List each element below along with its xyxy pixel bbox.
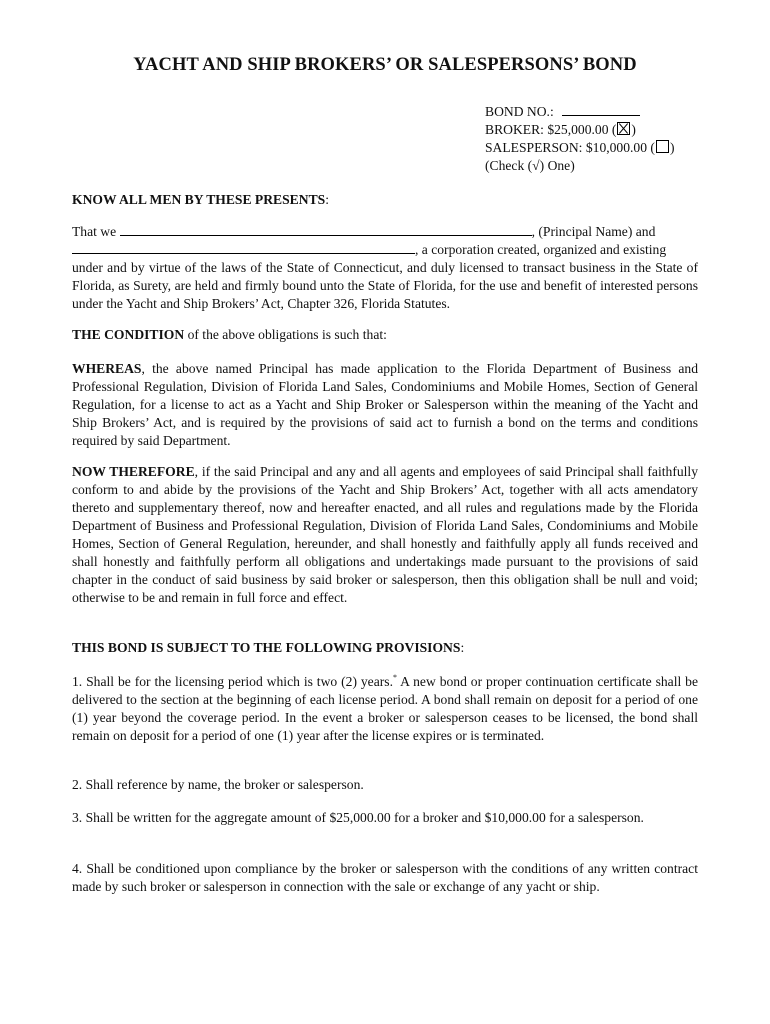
provision-2-text: 2. Shall reference by name, the broker or salesperson.	[72, 777, 364, 792]
broker-row	[485, 121, 674, 139]
principal-name-blank[interactable]	[120, 223, 532, 236]
provision-1-text-b: A new bond or proper continuation certificate shall be delivered to the section at the beginning of each license period. A bond shall remain on deposit for a period of one (1) year beyond the coverage period. In the event a broker or salesperson ceases to be licensed, the bond shall remain on deposit for a period of one (1) year after the license expires or is terminated.	[72, 674, 698, 743]
salesperson-close-paren: )	[669, 140, 675, 155]
provision-4-text: 4. Shall be conditioned upon compliance by the broker or salesperson with the conditions of any written contract made by such broker or salesperson in connection with the sale or exchange of any yacht or ship.	[72, 861, 698, 894]
condition-paragraph	[72, 326, 698, 344]
provisions-heading-text: THIS BOND IS SUBJECT TO THE FOLLOWING PROVISIONS	[72, 640, 461, 655]
bond-number-row	[485, 103, 674, 121]
provision-3-text: 3. Shall be written for the aggregate amount of $25,000.00 for a broker and $10,000.00 for a salesperson.	[72, 810, 644, 825]
surety-line	[72, 241, 698, 259]
provision-3	[72, 809, 698, 827]
know-all-men-heading	[72, 191, 698, 209]
principal-paragraph	[72, 223, 698, 313]
provisions-heading	[72, 639, 698, 657]
provision-4	[72, 860, 698, 896]
principal-line	[72, 223, 698, 241]
know-all-men-colon: :	[325, 192, 329, 207]
corporation-label: , a corporation created, organized and existing	[415, 242, 667, 257]
provision-1-text-a: 1. Shall be for the licensing period which is two (2) years.	[72, 674, 393, 689]
bond-number-blank[interactable]	[562, 103, 640, 116]
condition-heading: THE CONDITION	[72, 327, 185, 342]
whereas-paragraph	[72, 360, 698, 450]
know-all-men-text: KNOW ALL MEN BY THESE PRESENTS	[72, 192, 326, 207]
salesperson-checkbox[interactable]	[656, 140, 669, 153]
provisions-heading-colon: :	[460, 640, 465, 655]
provision-2	[72, 776, 698, 794]
now-therefore-text: , if the said Principal and any and all agents and employees of said Principal shall faithfully conform to and abide by the provisions of the Yacht and Ship Brokers’ Act, together with all acts amendatory thereto and supplementary thereof, now and hereafter enacted, and all rules and regulations made by the Florida Department of Business and Professional Regulation, Division of Florida Land Sales, Condominiums and Mobile Homes, Section of General Regulation, hereunder, and shall honestly and faithfully apply all funds received and shall honestly and faithfully perform all obligations and undertakings made pursuant to the provisions of said chapter in the conduct of said business by said broker or salesperson, then this obligation shall be null and void; otherwise to be and remain in full force and effect.	[72, 464, 698, 605]
condition-text: of the above obligations is such that:	[184, 327, 387, 342]
check-one-note: (Check (√) One)	[485, 158, 575, 173]
broker-close-paren: )	[631, 122, 636, 137]
salesperson-label: SALESPERSON: $10,000.00 (	[485, 140, 655, 155]
broker-label: BROKER: $25,000.00 (	[485, 122, 617, 137]
whereas-text: , the above named Principal has made application to the Florida Department of Business and Professional Regulation, Division of Florida Land Sales, Condominiums and Mobile Homes, Section of General Regulation, for a license to act as a Yacht and Ship Broker or Salesperson within the meaning of the Yacht and Ship Brokers’ Act, and is required by the provisions of said act to furnish a bond on the terms and conditions required by said Department.	[72, 361, 698, 448]
now-therefore-paragraph	[72, 463, 698, 607]
that-we-label: That we	[72, 224, 117, 239]
surety-name-blank[interactable]	[72, 241, 415, 254]
broker-checkbox[interactable]	[617, 122, 630, 135]
provision-1	[72, 673, 698, 745]
bond-info-block	[485, 103, 674, 175]
footnote-marker: *	[392, 673, 397, 682]
bond-number-label: BOND NO.:	[485, 104, 554, 119]
surety-paragraph-text: under and by virtue of the laws of the State of Connecticut, and duly licensed to transact business in the State of Florida, as Surety, are held and firmly bound unto the State of Florida, for the use and benefit of interested persons under the Yacht and Ship Brokers’ Act, Chapter 326, Florida Statutes.	[72, 260, 698, 311]
whereas-heading: WHEREAS	[72, 361, 142, 376]
principal-name-label: , (Principal Name) and	[531, 224, 656, 239]
document-title: YACHT AND SHIP BROKERS’ OR SALESPERSONS’ BOND	[133, 55, 637, 75]
now-therefore-heading: NOW THEREFORE	[72, 464, 195, 479]
salesperson-row	[485, 139, 674, 157]
